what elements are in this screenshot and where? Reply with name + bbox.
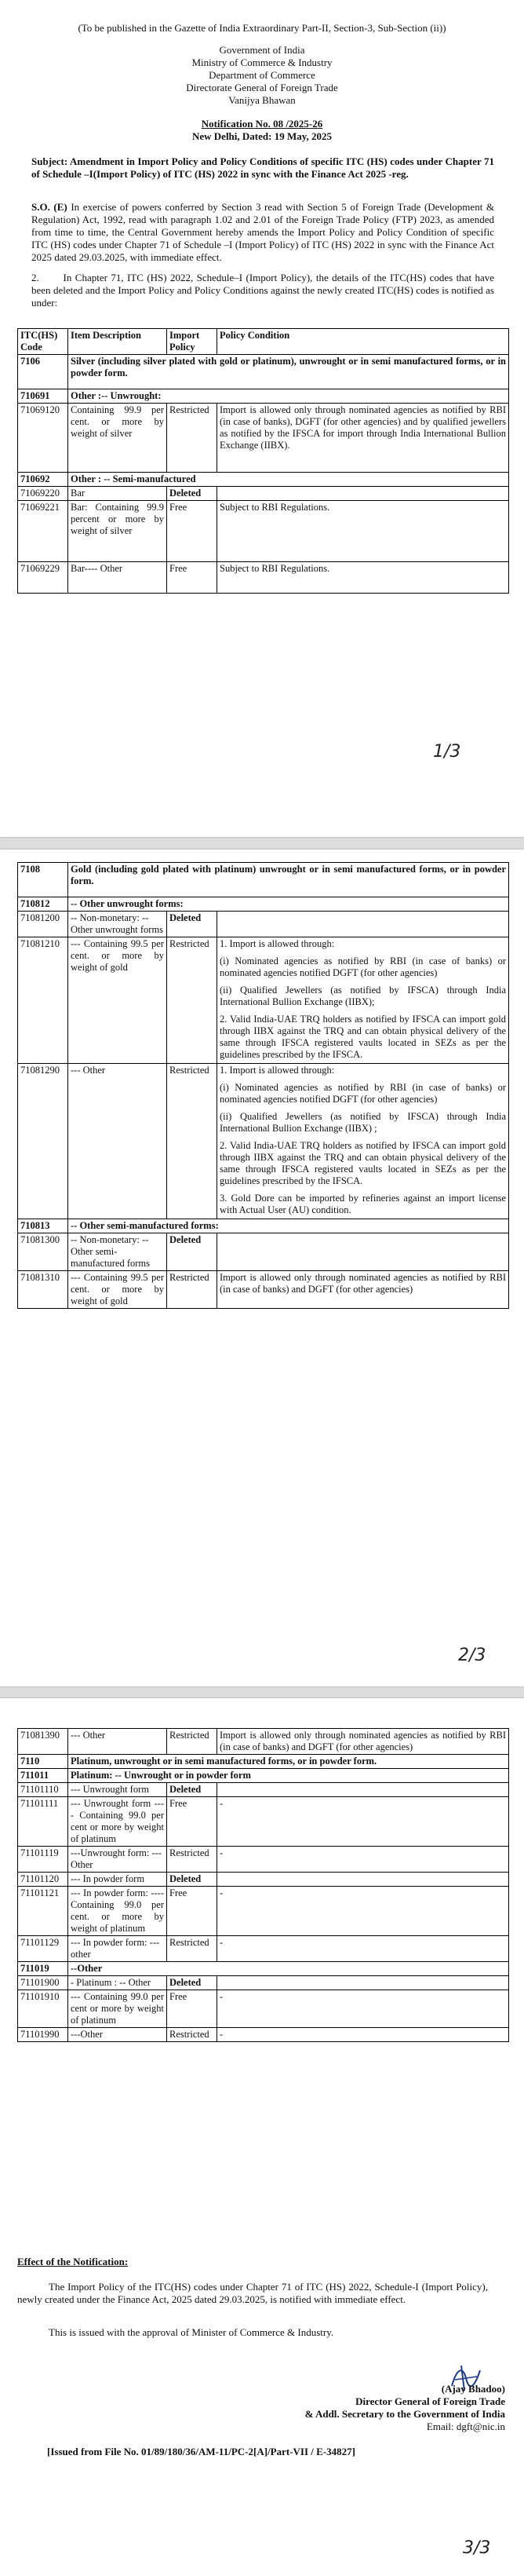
gazette-line: (To be published in the Gazette of India Extraordinary Part-II, Section-3, Sub-Section (ii)) xyxy=(78,22,446,34)
code-cell: 710692 xyxy=(18,473,68,487)
file-number: [Issued from File No. 01/89/180/36/AM-11/PC-2[A]/Part-VII / E-34827] xyxy=(47,2446,355,2457)
code-cell: 71101900 xyxy=(18,1976,68,1990)
code-cell: 71101111 xyxy=(18,1797,68,1847)
policy-cell: Deleted xyxy=(167,912,217,937)
table-row xyxy=(18,897,509,912)
description-cell: ---Unwrought form: --- Other xyxy=(68,1847,167,1873)
platinum-table xyxy=(17,1728,509,2042)
table-row xyxy=(18,389,509,404)
condition-line: (ii) Qualified Jewellers (as notified by IFSCA) through India International Bullion Exchange (IIBX) ; xyxy=(220,1111,507,1134)
description-cell: --- Other xyxy=(68,1729,167,1755)
table-row xyxy=(18,2028,509,2042)
table-row xyxy=(18,1233,509,1271)
table-row xyxy=(18,562,509,594)
code-cell: 71101120 xyxy=(18,1873,68,1887)
description-cell: Containing 99.9 per cent. or more by weight of silver xyxy=(68,404,167,473)
code-cell: 71101129 xyxy=(18,1936,68,1962)
condition-cell xyxy=(217,1783,509,1797)
condition-cell: Subject to RBI Regulations. xyxy=(217,501,509,562)
table-row xyxy=(18,1797,509,1847)
subject-block xyxy=(31,155,494,181)
condition-cell xyxy=(217,1873,509,1887)
paragraph-2 xyxy=(31,272,494,309)
policy-cell: Deleted xyxy=(167,1233,217,1271)
description-cell: --- In powder form: ---- Containing 99.0 per cent. or more by weight of platinum xyxy=(68,1887,167,1936)
description-cell: Bar---- Other xyxy=(68,562,167,594)
table-row xyxy=(18,863,509,897)
condition-line: 2. Valid India-UAE TRQ holders as notified by IFSCA can import gold through IIBX against the TRQ and can obtain physical delivery of the same through IFSCA registered vaults located in SEZs as per the guidelines prescribed by the IFSCA. xyxy=(220,1140,507,1186)
table-row xyxy=(18,1271,509,1309)
table-row xyxy=(18,1064,509,1219)
description-cell: --Other xyxy=(68,1962,509,1976)
signatory-name: (Ajay Bhadoo) xyxy=(441,2383,505,2395)
code-cell: 71101119 xyxy=(18,1847,68,1873)
condition-cell: - xyxy=(217,1887,509,1936)
condition-cell xyxy=(217,912,509,937)
condition-cell: - xyxy=(217,1936,509,1962)
table-row xyxy=(18,1873,509,1887)
table-row xyxy=(18,1769,509,1783)
table-row xyxy=(18,1729,509,1755)
condition-line: 3. Gold Dore can be imported by refineries against an import license with Actual User (AU) condition. xyxy=(220,1193,507,1215)
condition-line: (i) Nominated agencies as notified by RBI (in case of banks) or nominated agencies notified DGFT (for other agencies) xyxy=(220,1082,507,1105)
condition-cell: - xyxy=(217,1847,509,1873)
code-cell: 71101110 xyxy=(18,1783,68,1797)
policy-cell: Restricted xyxy=(167,404,217,473)
page-mark-1: 1/3 xyxy=(433,742,461,762)
description-cell: --- Unwrought form xyxy=(68,1783,167,1797)
heading-description-cell: Platinum, unwrought or in semi manufactured forms, or in powder form. xyxy=(68,1755,509,1769)
policy-cell: Deleted xyxy=(167,487,217,501)
policy-cell: Restricted xyxy=(167,1271,217,1309)
effect-heading: Effect of the Notification: xyxy=(17,2256,129,2267)
policy-cell: Free xyxy=(167,562,217,594)
code-cell: 71069220 xyxy=(18,487,68,501)
condition-cell: Import is allowed only through nominated agencies as notified by RBI (in case of banks) and DGFT (for other agencies) xyxy=(217,1271,509,1309)
description-cell: -- Other unwrought forms: xyxy=(68,897,509,912)
description-cell: Other : -- Semi-manufactured xyxy=(68,473,509,487)
table-row xyxy=(18,355,509,389)
policy-cell: Restricted xyxy=(167,1936,217,1962)
description-cell: --- Containing 99.5 per cent. or more by weight of gold xyxy=(68,937,167,1064)
policy-cell: Free xyxy=(167,1797,217,1847)
policy-cell: Deleted xyxy=(167,1873,217,1887)
table-header-row xyxy=(18,329,509,355)
so-label: S.O. (E) xyxy=(31,201,67,213)
code-cell: 71081300 xyxy=(18,1233,68,1271)
code-cell: 7110 xyxy=(18,1755,68,1769)
policy-cell: Restricted xyxy=(167,1064,217,1219)
table-row xyxy=(18,937,509,1064)
description-cell: Platinum: -- Unwrought or in powder form xyxy=(68,1769,509,1783)
description-cell: --- In powder form xyxy=(68,1873,167,1887)
table-row xyxy=(18,912,509,937)
condition-cell: - xyxy=(217,1990,509,2028)
condition-cell: Subject to RBI Regulations. xyxy=(217,562,509,594)
table-row xyxy=(18,1936,509,1962)
table-row xyxy=(18,1219,509,1233)
table-row xyxy=(18,1847,509,1873)
code-cell: 71081390 xyxy=(18,1729,68,1755)
condition-line: (ii) Qualified Jewellers (as notified by IFSCA) through India International Bullion Exchange (IIBX); xyxy=(220,985,507,1007)
building-line: Vanijya Bhawan xyxy=(228,94,296,106)
policy-cell: Restricted xyxy=(167,1847,217,1873)
table-row xyxy=(18,501,509,562)
signatory-email: Email: dgft@nic.in xyxy=(426,2421,505,2432)
policy-cell: Deleted xyxy=(167,1783,217,1797)
description-cell: --- Containing 99.5 per cent. or more by weight of gold xyxy=(68,1271,167,1309)
code-cell: 711011 xyxy=(18,1769,68,1783)
description-cell: -- Non-monetary: -- Other semi-manufactured forms xyxy=(68,1233,167,1271)
description-cell: --- In powder form: --- other xyxy=(68,1936,167,1962)
header-code: ITC(HS) Code xyxy=(18,329,68,355)
policy-cell: Deleted xyxy=(167,1976,217,1990)
code-cell: 71081290 xyxy=(18,1064,68,1219)
ministry-line: Ministry of Commerce & Industry xyxy=(191,57,333,68)
description-cell: --- Other xyxy=(68,1064,167,1219)
table-row xyxy=(18,1962,509,1976)
table-row xyxy=(18,473,509,487)
description-cell: - Platinum : -- Other xyxy=(68,1976,167,1990)
condition-cell xyxy=(217,1233,509,1271)
policy-cell: Free xyxy=(167,1887,217,1936)
approval-line: This is issued with the approval of Minister of Commerce & Industry. xyxy=(49,2326,334,2338)
signatory-title: Director General of Foreign Trade xyxy=(355,2395,505,2407)
condition-line: 1. Import is allowed through: xyxy=(220,938,335,949)
code-cell: 710691 xyxy=(18,389,68,404)
condition-cell: Import is allowed only through nominated agencies as notified by RBI (in case of banks) and DGFT (for other agencies) xyxy=(217,1729,509,1755)
condition-cell: - xyxy=(217,2028,509,2042)
notification-number: Notification No. 08 /2025-26 xyxy=(201,118,323,130)
description-cell: Bar xyxy=(68,487,167,501)
description-cell: --- Unwrought form ---- Containing 99.0 per cent or more by weight of platinum xyxy=(68,1797,167,1847)
policy-cell: Free xyxy=(167,501,217,562)
directorate-line: Directorate General of Foreign Trade xyxy=(186,82,338,93)
signatory-title-2: & Addl. Secretary to the Government of India xyxy=(304,2408,505,2420)
condition-cell xyxy=(217,487,509,501)
policy-cell: Free xyxy=(167,1990,217,2028)
page-2 xyxy=(0,850,524,1686)
code-cell: 7106 xyxy=(18,355,68,389)
heading-description-cell: Silver (including silver plated with gold or platinum), unwrought or in semi manufactured forms, or in powder form. xyxy=(68,355,509,389)
table-row xyxy=(18,1887,509,1936)
page-mark-2: 2/3 xyxy=(458,1646,486,1665)
code-cell: 71101121 xyxy=(18,1887,68,1936)
page-1 xyxy=(0,0,524,837)
code-cell: 71069229 xyxy=(18,562,68,594)
table-row xyxy=(18,1976,509,1990)
condition-cell: - xyxy=(217,1797,509,1847)
code-cell: 711019 xyxy=(18,1962,68,1976)
paragraph-1 xyxy=(31,201,494,264)
table-row xyxy=(18,487,509,501)
header-policy: Import Policy xyxy=(167,329,217,355)
gold-table xyxy=(17,862,509,1309)
notification-date: New Delhi, Dated: 19 May, 2025 xyxy=(191,130,332,142)
description-cell: --- Containing 99.0 per cent or more by weight of platinum xyxy=(68,1990,167,2028)
code-cell: 71069221 xyxy=(18,501,68,562)
heading-description-cell: Gold (including gold plated with platinum) unwrought or in semi manufactured forms, or in powder form. xyxy=(68,863,509,897)
table-row xyxy=(18,1783,509,1797)
condition-cell xyxy=(217,1064,509,1219)
paragraph-2-text: In Chapter 71, ITC (HS) 2022, Schedule–I (Import Policy), the details of the ITC(HS) codes that have been deleted and the Import Policy and Policy Conditions against the newly created ITC(HS) codes is notified as under: xyxy=(31,272,494,309)
policy-cell: Restricted xyxy=(167,1729,217,1755)
description-cell: -- Non-monetary: -- Other unwrought forms xyxy=(68,912,167,937)
code-cell: 71081200 xyxy=(18,912,68,937)
code-cell: 71101910 xyxy=(18,1990,68,2028)
code-cell: 71101990 xyxy=(18,2028,68,2042)
condition-line: 1. Import is allowed through: xyxy=(220,1065,335,1076)
subject-label: Subject: xyxy=(31,155,68,167)
code-cell: 710812 xyxy=(18,897,68,912)
table-row xyxy=(18,1990,509,2028)
description-cell: Other :-- Unwrought: xyxy=(68,389,509,404)
condition-cell: Import is allowed only through nominated agencies as notified by RBI (in case of banks), DGFT (for other agencies) and by qualified jewellers as notified by the IFSCA for import through India International Bullion Exchange (IIBX). xyxy=(217,404,509,473)
paragraph-2-number: 2. xyxy=(31,272,39,283)
silver-table xyxy=(17,328,509,594)
code-cell: 7108 xyxy=(18,863,68,897)
condition-cell xyxy=(217,937,509,1064)
condition-line: 2. Valid India-UAE TRQ holders as notified by IFSCA can import gold through IIBX against the TRQ and can obtain physical delivery of the same through IFSCA registered vaults located in SEZs as per the guidelines prescribed by the IFSCA. xyxy=(220,1014,507,1060)
description-cell: ---Other xyxy=(68,2028,167,2042)
department-line: Department of Commerce xyxy=(209,69,315,81)
subject-text: Amendment in Import Policy and Policy Conditions of specific ITC (HS) codes under Chapter 71 of Schedule –I(Import Policy) of ITC (HS) 2022 in sync with the Finance Act 2025 -reg. xyxy=(31,155,494,180)
page-3 xyxy=(0,1698,524,2576)
header-description: Item Description xyxy=(68,329,167,355)
code-cell: 71069120 xyxy=(18,404,68,473)
policy-cell: Restricted xyxy=(167,937,217,1064)
table-row xyxy=(18,404,509,473)
code-cell: 71081210 xyxy=(18,937,68,1064)
paragraph-1-text: In exercise of powers conferred by Section 3 read with Section 5 of Foreign Trade (Development & Regulation) Act, 1992, read with paragraph 1.02 and 2.01 of the Foreign Trade Policy (FTP) 2023, as amended from time to time, the Central Government hereby amends the Import Policy and Policy Condition of specific ITC (HS) codes under Chapter 71 of Schedule –I (Import Policy) of ITC (HS) 2022 in sync with the Finance Act 2025 dated 29.03.2025, with immediate effect. xyxy=(31,201,494,263)
page-mark-3: 3/3 xyxy=(463,2538,491,2558)
code-cell: 71081310 xyxy=(18,1271,68,1309)
effect-paragraph: The Import Policy of the ITC(HS) codes under Chapter 71 of ITC (HS) 2022, Schedule-I (Import Policy), newly created under the Finance Act, 2025 dated 29.03.2025, is notified with immediate effect. xyxy=(17,2281,488,2305)
government-line: Government of India xyxy=(219,44,305,56)
table-row xyxy=(18,1755,509,1769)
header-condition: Policy Condition xyxy=(217,329,509,355)
description-cell: -- Other semi-manufactured forms: xyxy=(68,1219,509,1233)
condition-cell xyxy=(217,1976,509,1990)
policy-cell: Restricted xyxy=(167,2028,217,2042)
code-cell: 710813 xyxy=(18,1219,68,1233)
condition-line: (i) Nominated agencies as notified by RBI (in case of banks) or nominated agencies notified DGFT (for other agencies) xyxy=(220,955,507,978)
description-cell: Bar: Containing 99.9 percent or more by weight of silver xyxy=(68,501,167,562)
